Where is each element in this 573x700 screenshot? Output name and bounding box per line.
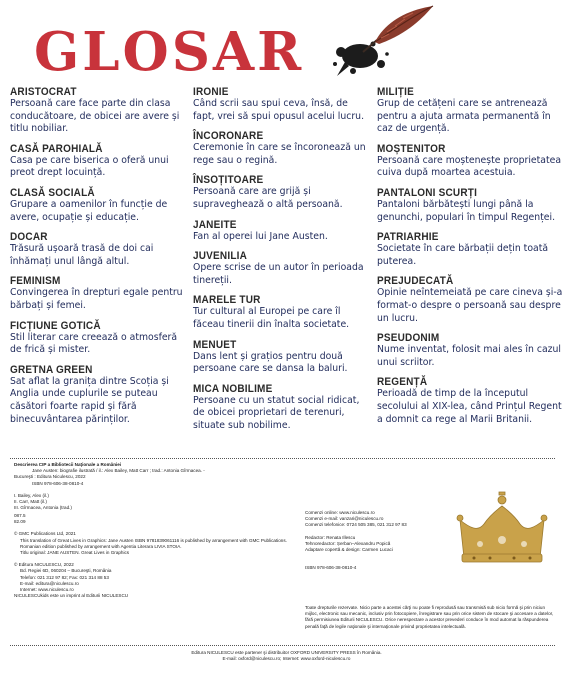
glossary-entry — [193, 174, 371, 211]
crown-icon — [450, 488, 555, 568]
glossary-term: IRONIE — [193, 86, 229, 99]
credit-editor: Redactor: Renata Illescu — [305, 534, 356, 540]
publisher-email: E-mail: editura@niculescu.ro — [20, 580, 79, 586]
cip-description — [14, 462, 284, 511]
cip-line: Bucureşti : Editura Niculescu, 2022 — [14, 474, 86, 480]
glossary-definition: Persoană care moștenește proprietatea cuiva după moartea acestuia. — [377, 154, 562, 179]
divider-bottom — [10, 645, 555, 646]
glossary-term: CASĂ PAROHIALĂ — [10, 142, 103, 155]
glossary-definition: Societate în care bărbații dețin toată puterea. — [377, 243, 549, 267]
cip-line: III. Gîrmacea, Antonia (trad.) — [14, 505, 72, 511]
glossary-term: FEMINISM — [10, 275, 61, 288]
glossary-term: PSEUDONIM — [377, 332, 440, 345]
glossary-entry — [10, 86, 190, 136]
glossary-term: MICA NOBILIME — [193, 382, 273, 395]
glossary-term: JANEITE — [193, 218, 237, 231]
glossary-entry — [193, 250, 371, 287]
isbn: ISBN 978-606-38-0810-4 — [305, 565, 357, 571]
glossary-entry — [10, 231, 190, 268]
footer — [14, 650, 559, 662]
glossary-term: MENUET — [193, 338, 237, 351]
footer-line: E-mail: oxford@niculescu.ro; Internet: www.oxford-niculescu.ro — [222, 656, 351, 662]
glossary-term: REGENȚĂ — [377, 376, 428, 389]
glossary-definition: Dans lent și grațios pentru două persoane care se dansa la baluri. — [193, 350, 348, 375]
glossary-definition: Opere scrise de un autor în perioada tinereții. — [193, 262, 364, 286]
glossary-term: PANTALONI SCURȚI — [377, 186, 478, 200]
cip-line: Jane Austen: biografie ilustrată / il.: Alex Bailey, Matt Carr ; trad.: Antonia Gîrmacea. - — [32, 468, 205, 474]
glossary-entry — [377, 231, 567, 268]
glossary-entry — [377, 376, 567, 426]
glossary-definition: Pantaloni bărbătești lungi până la genunchi, populari în timpul Regenței. — [377, 198, 556, 223]
quill-ink-icon — [315, 4, 435, 84]
glossary-entry — [193, 294, 371, 331]
rights-disclaimer: Toate drepturile rezervate. Nicio parte a acestei cărţi nu poate fi reprodusă sau transmisă sub nicio formă şi prin niciun mijloc, electronic sau mecanic, inclusiv prin fotocopiere, înregistrare sau prin orice sistem de stocare şi accesare a datelor, fără permisiunea Editurii NICULESCU. Orice nerespectare a acestor prevederi conduce în mod automat la răspunderea penală faţă de legile naţionale şi internaţionale privind proprietatea intelectuală. — [305, 605, 554, 629]
translation-note: This translation of Great Lives in Graphics: Jane Austen ISBN 9781839061116 is published by arrangement with GMC Publications. Romanian edition published by arrangement with Agentia Literara LIVIA STOIA. — [20, 537, 287, 549]
glossary-definition: Fan al operei lui Jane Austen. — [193, 230, 328, 242]
imprint-note: NICULESCUkids este un imprint al Editurii NICULESCU — [14, 593, 129, 599]
glossary-term: MOȘTENITOR — [377, 142, 446, 155]
glossary-entry — [193, 339, 371, 376]
publisher-web: Internet: www.niculescu.ro — [20, 587, 74, 593]
divider-top — [10, 458, 555, 459]
glossary-entry — [193, 383, 371, 433]
glossary-definition: Convingerea în drepturi egale pentru bărbați și femei. — [10, 287, 183, 311]
glossary-term: MARELE TUR — [193, 294, 261, 307]
footer-line: Editura NICULESCU este partener şi distribuitor OXFORD UNIVERSITY PRESS în România. — [191, 650, 382, 655]
glossary-column-2 — [193, 86, 371, 440]
orders-phone: Comenzi telefonice: 0724 505 385, 021 312 97 83 — [305, 522, 407, 528]
glossary-term: CLASĂ SOCIALĂ — [10, 186, 95, 200]
glossary-definition: Casa pe care biserica o oferă unui preot drept locuință. — [10, 154, 169, 179]
glossary-entry — [193, 86, 371, 123]
glossary-definition: Grup de cetățeni care se antrenează pentru a ajuta armata permanentă în caz de urgență. — [377, 98, 551, 135]
glossary-definition: Trăsură ușoară trasă de doi cai înhămați unul lângă altul. — [10, 243, 154, 267]
cip-line: 087.5 — [14, 513, 26, 518]
copyright-line: © GMC Publications Ltd, 2021 — [14, 531, 76, 537]
glossary-term: DOCAR — [10, 231, 48, 244]
glossary-definition: Opinie neîntemeiată pe care cineva și-a format-o despre o persoană sau despre un lucru. — [377, 287, 563, 324]
glossary-column-3 — [377, 86, 567, 433]
glossary-definition: Perioadă de timp de la începutul secolului al XIX-lea, când Prințul Regent a domnit ca rege al Marii Britanii. — [377, 388, 562, 425]
credit-typesetter: Tehnoredactor: Șerban–Alexandru Popică — [305, 540, 391, 546]
cip-line: ISBN 978-606-38-0810-4 — [32, 480, 84, 486]
glossary-term: PATRIARHIE — [377, 231, 439, 244]
publisher-copyright: © Editura NICULESCU, 2022 — [14, 562, 74, 568]
orders-online: Comenzi online: www.niculescu.ro — [305, 510, 375, 515]
orders-email: Comenzi e-mail: vanzari@niculescu.ro — [305, 516, 384, 522]
glossary-term: ÎNCORONARE — [193, 130, 264, 143]
glossary-definition: Nume inventat, folosit mai ales în cazul unui scriitor. — [377, 344, 562, 368]
glossary-entry — [10, 320, 190, 357]
glossary-entry — [377, 187, 567, 224]
glossary-entry — [10, 275, 190, 312]
glossary-term: MILIȚIE — [377, 86, 414, 99]
glossary-column-1 — [10, 86, 190, 433]
glossary-entry — [10, 143, 190, 180]
glossary-entry — [377, 275, 567, 325]
cip-line: I. Bailey, Alex (il.) — [14, 492, 49, 498]
glossary-term: JUVENILIA — [193, 250, 248, 263]
glossary-term: GRETNA GREEN — [10, 363, 93, 376]
glossary-definition: Persoane cu un statut social ridicat, de obicei proprietari de terenuri, situate sub nobilime. — [193, 394, 360, 431]
glossary-term: ARISTOCRAT — [10, 86, 77, 99]
cip-line: 82.09 — [14, 519, 26, 525]
glossary-term: PREJUDECATĂ — [377, 275, 454, 288]
glossary-definition: Stil literar care creează o atmosferă de frică și mister. — [10, 331, 178, 356]
glossary-definition: Sat aflat la granița dintre Scoția și Anglia unde cuplurile se puteau căsători foarte rapid și fără binecuvântarea părinților. — [10, 375, 169, 425]
glossary-definition: Când scrii sau spui ceva, însă, de fapt, vrei să spui opusul acelui lucru. — [193, 98, 365, 122]
glossary-definition: Ceremonie în care se încoronează un rege sau o regină. — [193, 142, 366, 166]
glossary-definition: Grupare a oamenilor în funcție de avere, ocupație și educație. — [10, 198, 168, 223]
glossary-term: ÎNSOȚITOARE — [193, 174, 264, 187]
glossary-entry — [377, 86, 567, 136]
glossary-entry — [10, 364, 190, 426]
glossary-entry — [193, 219, 371, 244]
copyright-block — [14, 513, 294, 599]
glossary-term: FICȚIUNE GOTICĂ — [10, 319, 101, 332]
glossary-entry — [377, 332, 567, 369]
cip-line: II. Carr, Matt (il.) — [14, 499, 47, 505]
glossary-entry — [10, 187, 190, 224]
publisher-phone: Telefon: 021 312 97 82; Fax: 021 314 88 53 — [20, 574, 109, 580]
glossary-entry — [193, 130, 371, 167]
glossary-definition: Persoană care face parte din clasa conducătoare, de obicei are avere și titlu nobiliar. — [10, 98, 180, 135]
credit-cover: Adaptare copertă & design: Carmen Lucaci — [305, 547, 393, 553]
original-title: Titlu original: JANE AUSTEN. Great Lives in Graphics — [20, 550, 130, 556]
glossary-definition: Tur cultural al Europei pe care îl făceau tinerii din înalta societate. — [193, 306, 350, 330]
publisher-address: Bd. Regiei 6D, 060204 – Bucureşti, România — [20, 568, 112, 574]
page-title: GLOSAR — [34, 21, 305, 83]
glossary-entry — [377, 143, 567, 180]
glossary-definition: Persoană care are grijă și supraveghează o altă persoană. — [193, 186, 343, 210]
cip-heading: Descrierea CIP a Bibliotecii Naţionale a României — [14, 462, 122, 467]
